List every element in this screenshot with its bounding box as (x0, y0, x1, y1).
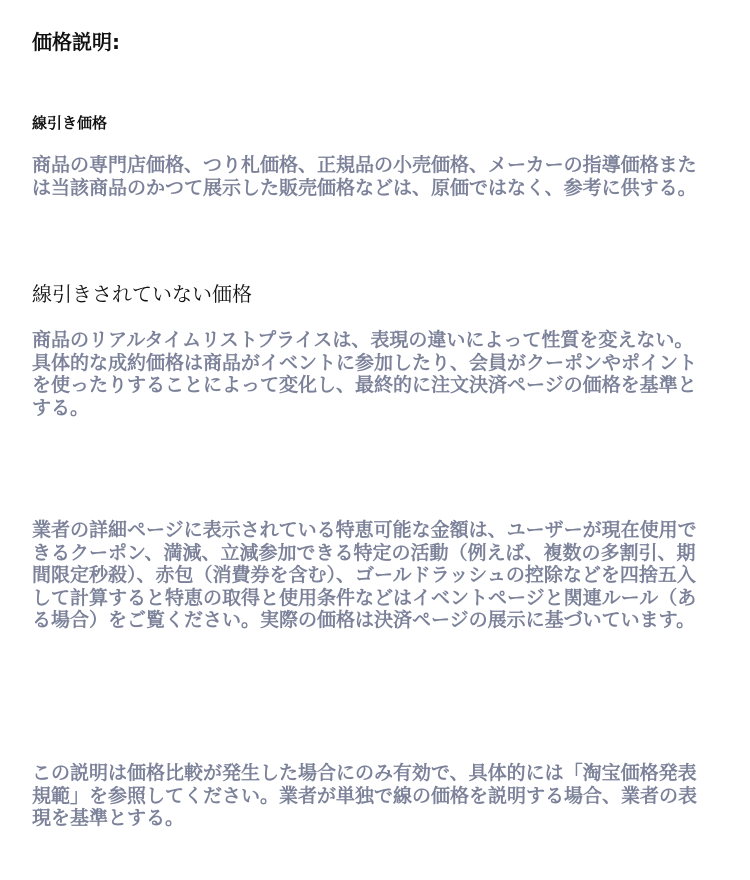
page-title: 価格説明: (32, 30, 120, 54)
section-body-non-strikethrough-price: 商品のリアルタイムリストプライスは、表現の違いによって性質を変えない。具体的な成約価格は商品がイベントに参加したり、会員がクーポンやポイントを使ったりすることによって変化し、最終的に注文決済ページの価格を基準とする。 (32, 329, 698, 419)
paragraph-validity-note: この説明は価格比較が発生した場合にのみ有効で、具体的には「淘宝価格発表規範」を参照してください。業者が単独で線の価格を説明する場合、業者の表現を基準とする。 (32, 762, 698, 829)
section-heading-non-strikethrough-price: 線引きされていない価格 (32, 282, 252, 306)
section-body-strikethrough-price: 商品の専門店価格、つり札価格、正規品の小売価格、メーカーの指導価格または当該商品のかつて展示した販売価格などは、原価ではなく、参考に供する。 (32, 154, 697, 199)
section-heading-strikethrough-price: 線引き価格 (32, 114, 108, 132)
paragraph-discount-info: 業者の詳細ページに表示されている特恵可能な金額は、ユーザーが現在使用できるクーポン、満減、立減参加できる特定の活動（例えば、複数の多割引、期間限定秒殺）、赤包（消費券を含む）、ゴールドラッシュの控除などを四捨五入して計算すると特恵の取得と使用条件などはイベントページと関連ルール（ある場合）をご覧ください。実際の価格は決済ページの展示に基づいています。 (32, 519, 697, 631)
